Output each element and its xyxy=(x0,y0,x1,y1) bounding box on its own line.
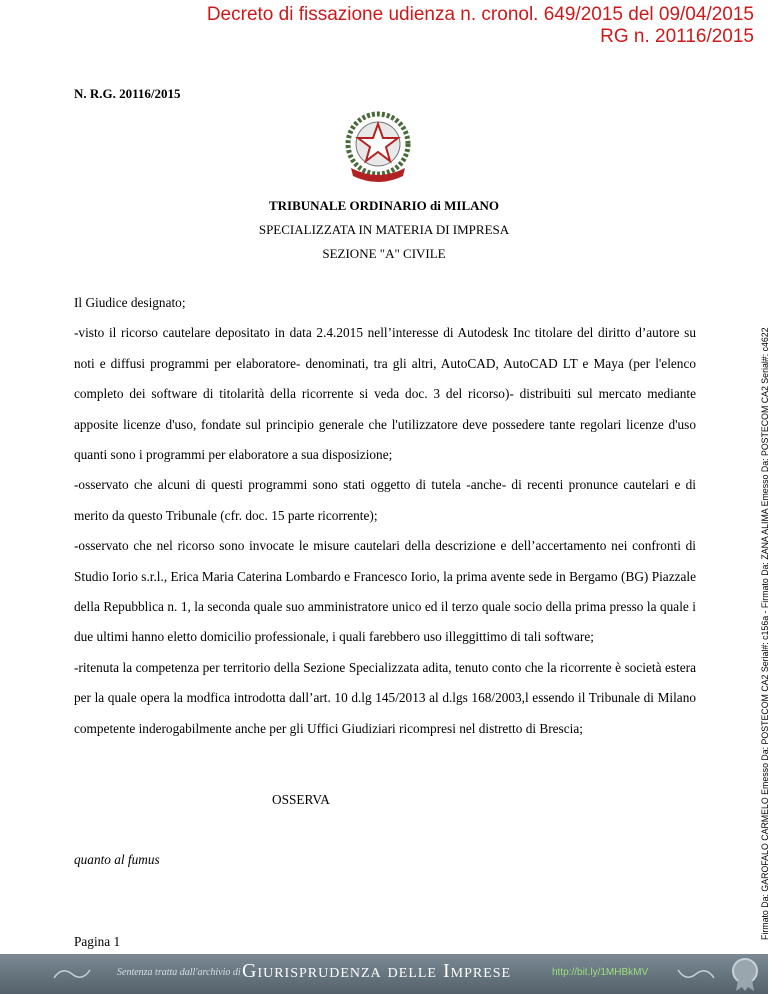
osserva-heading: OSSERVA xyxy=(272,792,330,807)
left-ornament-icon xyxy=(52,962,92,984)
page-number: Pagina 1 xyxy=(74,934,121,949)
court-section: SEZIONE "A" CIVILE xyxy=(322,246,446,261)
paragraph-visto: -visto il ricorso cautelare depositato in data 2.4.2015 nell’interesse di Autodesk Inc titolare del diritto d’autore su noti e diffusi programmi per elaboratore- denominati, tra gli altri, AutoCAD, AutoCAD LT e Maya (per l'elenco completo dei software di titolarità della ricorrente si veda doc. 3 del ricorso)- distribuiti sul mercato mediante apposite licenze d'uso, fondate sul principio generale che l'utilizzatore deve possedere tante regolari licenze d'uso quanti sono i programmi per elaboratore a sua disposizione; xyxy=(74,325,696,463)
paragraph-ritenuta: -ritenuta la competenza per territorio della Sezione Specializzata adita, tenuto conto che la ricorrente è società estera per la quale opera la modfica introdotta dall’art. 10 d.lg 145/2013 al d.lgs 168/2003,l essendo il Tribunale di Milano competente inderogabilmente anche per gli Uffici Giudiziari ricompresi nel distretto di Brescia; xyxy=(74,659,696,736)
court-name: TRIBUNALE ORDINARIO di MILANO xyxy=(268,198,500,213)
footer-archive-label: Sentenza tratta dall'archivio di xyxy=(117,967,241,978)
footer-brand: Giurisprudenza delle Imprese xyxy=(242,960,512,982)
header-rg-line: RG n. 20116/2015 xyxy=(600,26,754,47)
paragraph-osservato-2: -osservato che nel ricorso sono invocate le misure cautelari della descrizione e dell’accertamento nei confronti di Studio Iorio s.r.l., Erica Maria Caterina Lombardo e Francesco Iorio, la prima avente sede in Bergamo (BG) Piazzale della Repubblica n. 1, la seconda quale suo amministratore unico ed il terzo quale socio della prima presso la quale i due ultimi hanno eletto domicilio professionale, i quali farebbero uso illeggittimo di tali software; xyxy=(74,538,696,645)
republic-emblem-icon xyxy=(343,108,413,188)
paragraph-osservato-1: -osservato che alcuni di questi programmi sono stati oggetto di tutela -anche- di recenti pronunce cautelari e di merito da questo Tribunale (cfr. doc. 15 parte ricorrente); xyxy=(74,477,696,523)
court-specialization: SPECIALIZZATA IN MATERIA DI IMPRESA xyxy=(258,222,510,237)
document-body xyxy=(74,288,696,744)
vertical-signature-text: Firmato Da: GAROFALO CARMELO Emesso Da: POSTECOM CA2 Serial#: c156a - Firmato Da: ZANA ALIMA Emesso Da: POSTECOM CA2 Serial#: c4622 xyxy=(760,327,770,940)
intro-paragraph: Il Giudice designato; xyxy=(74,295,186,310)
document-header xyxy=(207,4,754,48)
archive-footer xyxy=(0,954,768,994)
header-decree-line: Decreto di fissazione udienza n. cronol. 649/2015 del 09/04/2015 xyxy=(206,4,754,25)
rg-number: N. R.G. 20116/2015 xyxy=(74,86,181,101)
seal-icon xyxy=(728,956,762,992)
fumus-subheading: quanto al fumus xyxy=(74,852,160,867)
footer-url-link[interactable]: http://bit.ly/1MHBkMV xyxy=(552,967,649,978)
right-ornament-icon xyxy=(676,962,716,984)
